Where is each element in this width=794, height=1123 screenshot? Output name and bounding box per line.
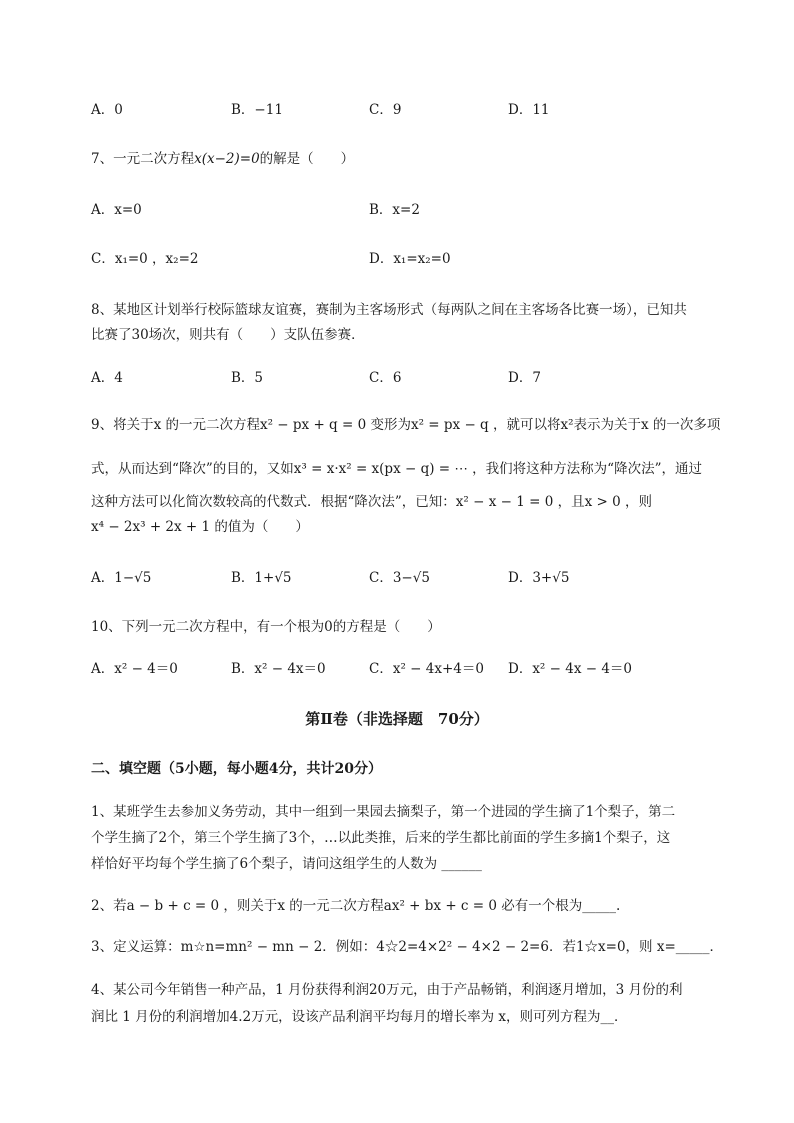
q10-option-c: C．x² − 4x+4＝0 — [369, 661, 484, 677]
q9-stem-line-2: 式，从而达到“降次”的目的，又如x³ = x·x² = x(px − q) = ⋯ ，我们将这种方法称为“降次法”，通过 — [91, 461, 702, 477]
q7-option-a: A．x=0 — [91, 202, 142, 218]
q9-stem-line-4: x⁴ − 2x³ + 2x + 1 的值为（ ） — [91, 519, 309, 535]
q9-stem-line-1: 9、将关于x 的一元二次方程x² − px + q = 0 变形为x² = px − q ，就可以将x²表示为关于x 的一次多项 — [91, 417, 721, 433]
fill-q1-line-2: 个学生摘了2个，第三个学生摘了3个，…以此类推，后来的学生都比前面的学生多摘1个梨子，这 — [91, 830, 671, 846]
q9-option-c: C．3−√5 — [369, 570, 430, 586]
q9-option-a: A．1−√5 — [91, 570, 152, 586]
q7-option-b: B．x=2 — [369, 202, 420, 218]
part-two-title: 第Ⅱ卷（非选择题 70分） — [305, 710, 489, 728]
q7-stem — [91, 150, 354, 168]
q7-stem-suffix: 的解是（ ） — [259, 151, 355, 167]
fill-q4-line-1: 4、某公司今年销售一种产品，1 月份获得利润20万元，由于产品畅销，利润逐月增加，3 月份的利 — [91, 982, 683, 998]
fill-q1-line-3: 样恰好平均每个学生摘了6个梨子，请问这组学生的人数为 ______ — [91, 856, 482, 872]
q6-option-b: B．−11 — [231, 102, 283, 118]
q6-option-c: C．9 — [369, 102, 402, 118]
q9-stem-line-3: 这种方法可以化简次数较高的代数式．根据“降次法”，已知：x² − x − 1 = 0 ，且x > 0 ，则 — [91, 494, 652, 510]
q6-option-a: A．0 — [91, 102, 123, 118]
fill-q3: 3、定义运算：m☆n=mn² − mn − 2．例如：4☆2=4×2² − 4×2 − 2=6．若1☆x=0，则 x=_____． — [91, 939, 724, 955]
q9-option-b: B．1+√5 — [231, 570, 292, 586]
q8-stem-line-2: 比赛了30场次，则共有（ ）支队伍参赛． — [91, 327, 365, 343]
q7-stem-equation: x(x−2)=0 — [194, 151, 260, 167]
q8-option-d: D．7 — [508, 370, 541, 386]
fill-q4-line-2: 润比 1 月份的利润增加4.2万元，设该产品利润平均每月的增长率为 x，则可列方程为__． — [91, 1009, 628, 1025]
q8-option-a: A．4 — [91, 370, 123, 386]
fill-q1-line-1: 1、某班学生去参加义务劳动，其中一组到一果园去摘梨子，第一个进园的学生摘了1个梨子，第二 — [91, 804, 676, 820]
q10-option-b: B．x² − 4x＝0 — [231, 661, 326, 677]
q7-option-d: D．x₁=x₂=0 — [369, 251, 451, 267]
q8-option-c: C．6 — [369, 370, 402, 386]
q7-option-c: C．x₁=0 ，x₂=2 — [91, 251, 199, 267]
q7-stem-prefix: 7、一元二次方程 — [91, 151, 195, 167]
q8-stem-line-1: 8、某地区计划举行校际篮球友谊赛，赛制为主客场形式（每两队之间在主客场各比赛一场），已知共 — [91, 302, 687, 318]
fill-in-section-heading: 二、填空题（5小题，每小题4分，共计20分） — [91, 761, 382, 777]
fill-q2: 2、若a − b + c = 0 ，则关于x 的一元二次方程ax² + bx + c = 0 必有一个根为_____. — [91, 898, 621, 914]
q9-option-d: D．3+√5 — [508, 570, 570, 586]
q10-option-d: D．x² − 4x − 4＝0 — [508, 661, 633, 677]
q8-option-b: B．5 — [231, 370, 264, 386]
q6-option-d: D．11 — [508, 102, 550, 118]
q10-option-a: A．x² − 4＝0 — [91, 661, 178, 677]
q10-stem: 10、下列一元二次方程中，有一个根为0的方程是（ ） — [91, 619, 441, 635]
